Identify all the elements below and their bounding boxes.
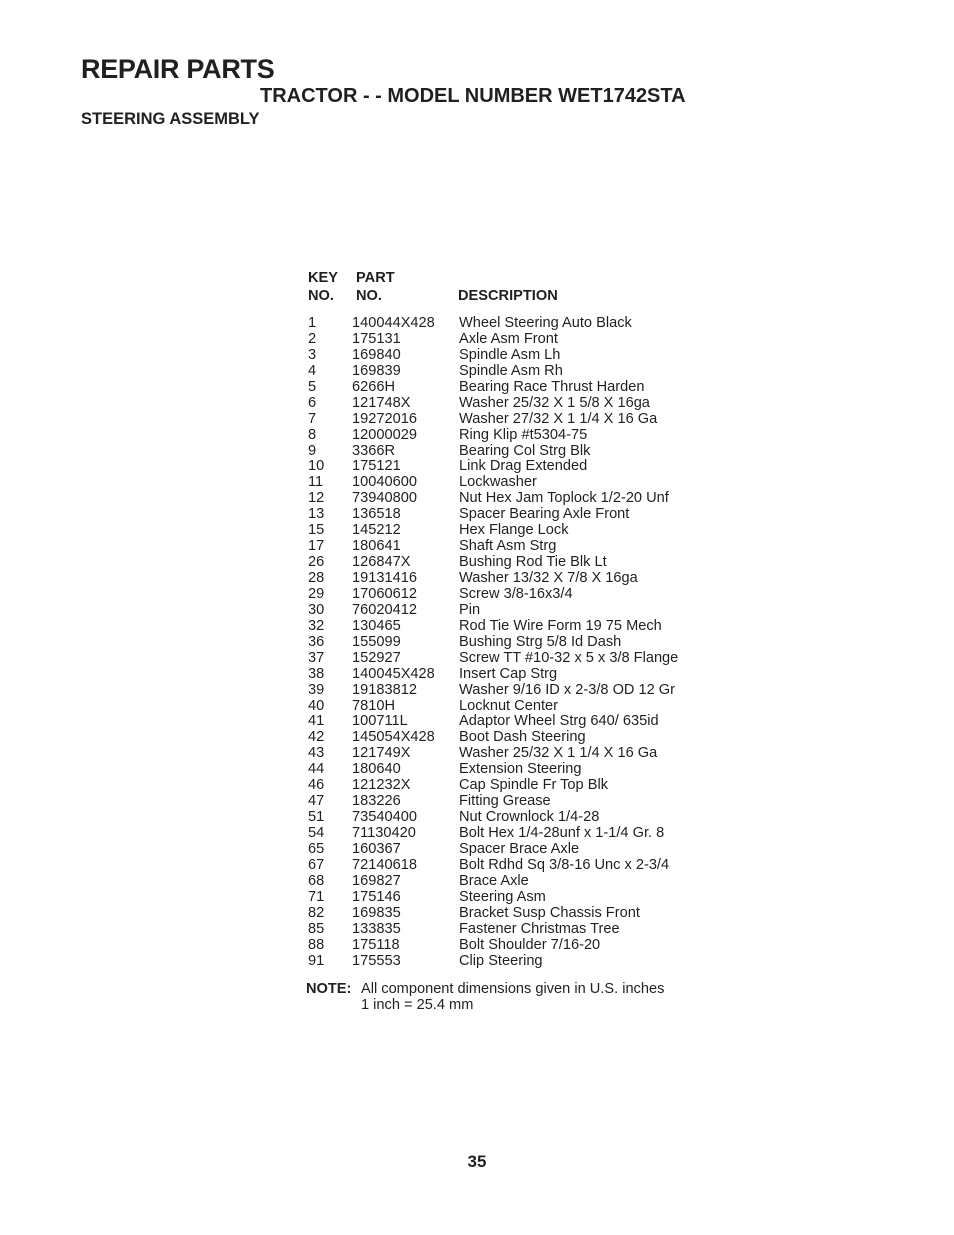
part-no-cell: 73540400	[352, 809, 417, 826]
part-no-cell: 183226	[352, 793, 401, 810]
key-no-cell: 67	[308, 856, 325, 873]
part-no-cell: 121748X	[352, 394, 411, 411]
part-header-line2: NO.	[356, 288, 382, 304]
description-cell: Washer 9/16 ID x 2-3/8 OD 12 Gr	[459, 681, 676, 698]
part-no-cell: 130465	[352, 617, 401, 634]
key-no-cell: 42	[308, 729, 325, 746]
key-no-cell: 85	[308, 920, 325, 937]
part-no-cell: 73940800	[352, 490, 417, 507]
description-cell: Screw TT #10-32 x 5 x 3/8 Flange	[459, 649, 679, 666]
part-no-cell: 17060612	[352, 585, 417, 602]
description-cell: Spacer Bearing Axle Front	[459, 506, 630, 523]
key-no-cell: 51	[308, 809, 325, 826]
page-number: 35	[467, 1152, 487, 1171]
key-no-cell: 46	[308, 777, 325, 794]
key-no-cell: 11	[308, 474, 324, 491]
description-cell: Spindle Asm Rh	[459, 362, 563, 379]
key-no-cell: 38	[308, 665, 325, 682]
key-no-cell: 3	[308, 346, 317, 363]
description-cell: Insert Cap Strg	[459, 665, 558, 682]
key-no-cell: 4	[308, 362, 317, 379]
key-no-cell: 91	[308, 952, 325, 969]
part-no-cell: 19272016	[352, 410, 417, 427]
description-cell: Washer 25/32 X 1 5/8 X 16ga	[459, 394, 650, 411]
key-no-cell: 7	[308, 410, 317, 427]
description-cell: Bushing Strg 5/8 Id Dash	[459, 633, 622, 650]
key-no-cell: 2	[308, 330, 317, 347]
part-no-cell: 155099	[352, 633, 401, 650]
description-cell: Bearing Col Strg Blk	[459, 442, 591, 459]
part-no-cell: 145054X428	[352, 729, 435, 746]
part-no-cell: 76020412	[352, 601, 417, 618]
key-no-cell: 29	[308, 585, 325, 602]
description-cell: Axle Asm Front	[459, 330, 558, 347]
key-no-cell: 71	[308, 888, 325, 905]
description-cell: Lockwasher	[459, 474, 537, 491]
part-no-cell: 180640	[352, 761, 401, 778]
note-line-2: 1 inch = 25.4 mm	[361, 997, 474, 1013]
part-no-cell: 3366R	[352, 442, 396, 459]
key-header-line2: NO.	[308, 288, 334, 304]
key-no-cell: 8	[308, 426, 317, 443]
part-no-cell: 152927	[352, 649, 401, 666]
key-no-cell: 36	[308, 633, 325, 650]
part-no-cell: 169839	[352, 362, 401, 379]
description-cell: Steering Asm	[459, 888, 546, 905]
part-no-cell: 175131	[352, 330, 401, 347]
part-no-cell: 10040600	[352, 474, 417, 491]
description-cell: Boot Dash Steering	[459, 729, 586, 746]
description-cell: Washer 27/32 X 1 1/4 X 16 Ga	[459, 410, 658, 427]
part-no-cell: 169835	[352, 904, 401, 921]
description-cell: Hex Flange Lock	[459, 522, 569, 539]
description-cell: Wheel Steering Auto Black	[459, 315, 632, 331]
description-cell: Brace Axle	[459, 872, 529, 889]
part-no-cell: 140044X428	[352, 315, 435, 331]
key-no-cell: 10	[308, 458, 325, 475]
description-cell: Screw 3/8-16x3/4	[459, 585, 573, 602]
key-header-line1: KEY	[308, 270, 339, 286]
key-no-cell: 1	[308, 315, 317, 331]
key-no-cell: 37	[308, 649, 325, 666]
part-no-cell: 100711L	[352, 713, 408, 730]
key-no-cell: 5	[308, 378, 317, 395]
key-no-cell: 68	[308, 872, 325, 889]
description-cell: Bushing Rod Tie Blk Lt	[459, 554, 607, 571]
part-no-cell: 6266H	[352, 378, 396, 395]
part-no-cell: 136518	[352, 506, 401, 523]
description-cell: Bolt Hex 1/4-28unf x 1-1/4 Gr. 8	[459, 825, 665, 841]
key-no-cell: 6	[308, 394, 317, 411]
description-cell: Clip Steering	[459, 952, 543, 969]
part-no-cell: 145212	[352, 522, 401, 539]
part-no-cell: 140045X428	[352, 665, 435, 682]
key-no-cell: 44	[308, 761, 325, 778]
description-cell: Washer 13/32 X 7/8 X 16ga	[459, 570, 638, 586]
description-cell: Bearing Race Thrust Harden	[459, 378, 645, 395]
description-cell: Nut Crownlock 1/4-28	[459, 809, 600, 826]
page-title: REPAIR PARTS	[81, 54, 275, 84]
note-line-1: All component dimensions given in U.S. inches	[361, 981, 665, 997]
description-cell: Bolt Shoulder 7/16-20	[459, 936, 601, 953]
key-no-cell: 12	[308, 490, 325, 507]
key-no-cell: 88	[308, 936, 325, 953]
key-no-cell: 40	[308, 697, 325, 714]
part-no-cell: 126847X	[352, 554, 411, 571]
description-cell: Bracket Susp Chassis Front	[459, 904, 640, 921]
part-no-cell: 160367	[352, 840, 401, 857]
part-no-cell: 175121	[352, 458, 401, 475]
part-no-cell: 175553	[352, 952, 401, 969]
key-no-cell: 13	[308, 506, 325, 523]
description-cell: Fitting Grease	[459, 793, 551, 810]
part-no-cell: 121749X	[352, 745, 411, 762]
key-no-cell: 82	[308, 904, 325, 921]
description-cell: Fastener Christmas Tree	[459, 920, 620, 937]
description-cell: Cap Spindle Fr Top Blk	[459, 777, 608, 794]
note-label: NOTE:	[306, 981, 352, 997]
description-cell: Bolt Rdhd Sq 3/8-16 Unc x 2-3/4	[459, 856, 670, 873]
description-cell: Shaft Asm Strg	[459, 538, 557, 555]
part-no-cell: 169840	[352, 346, 401, 363]
part-no-cell: 169827	[352, 872, 401, 889]
description-cell: Rod Tie Wire Form 19 75 Mech	[459, 617, 662, 634]
description-cell: Locknut Center	[459, 697, 558, 714]
part-no-cell: 121232X	[352, 777, 411, 794]
part-header-line1: PART	[356, 270, 395, 286]
key-no-cell: 39	[308, 681, 325, 698]
key-no-cell: 17	[308, 538, 325, 555]
part-no-cell: 175146	[352, 888, 401, 905]
description-cell: Pin	[459, 601, 481, 618]
description-cell: Adaptor Wheel Strg 640/ 635id	[459, 713, 659, 730]
part-no-cell: 7810H	[352, 697, 396, 714]
description-cell: Extension Steering	[459, 761, 582, 778]
description-cell: Spindle Asm Lh	[459, 346, 561, 363]
key-no-cell: 30	[308, 601, 325, 618]
part-no-cell: 19183812	[352, 681, 417, 698]
part-no-cell: 175118	[352, 936, 400, 953]
part-no-cell: 19131416	[352, 570, 417, 586]
key-no-cell: 43	[308, 745, 325, 762]
description-cell: Nut Hex Jam Toplock 1/2-20 Unf	[459, 490, 669, 507]
description-cell: Link Drag Extended	[459, 458, 588, 475]
part-no-cell: 133835	[352, 920, 401, 937]
description-cell: Ring Klip #t5304-75	[459, 426, 588, 443]
key-no-cell: 9	[308, 442, 317, 459]
model-subtitle: TRACTOR - - MODEL NUMBER WET1742STA	[260, 85, 686, 107]
part-no-cell: 12000029	[352, 426, 417, 443]
part-no-cell: 72140618	[352, 856, 417, 873]
part-no-cell: 180641	[352, 538, 401, 555]
key-no-cell: 54	[308, 825, 325, 841]
key-no-cell: 47	[308, 793, 325, 810]
key-no-cell: 41	[308, 713, 325, 730]
part-no-cell: 71130420	[352, 825, 416, 841]
section-heading: STEERING ASSEMBLY	[81, 110, 260, 128]
description-cell: Spacer Brace Axle	[459, 840, 580, 857]
key-no-cell: 65	[308, 840, 325, 857]
key-no-cell: 15	[308, 522, 325, 539]
key-no-cell: 32	[308, 617, 325, 634]
key-no-cell: 28	[308, 570, 325, 586]
key-no-cell: 26	[308, 554, 325, 571]
description-header: DESCRIPTION	[458, 288, 558, 304]
description-cell: Washer 25/32 X 1 1/4 X 16 Ga	[459, 745, 658, 762]
